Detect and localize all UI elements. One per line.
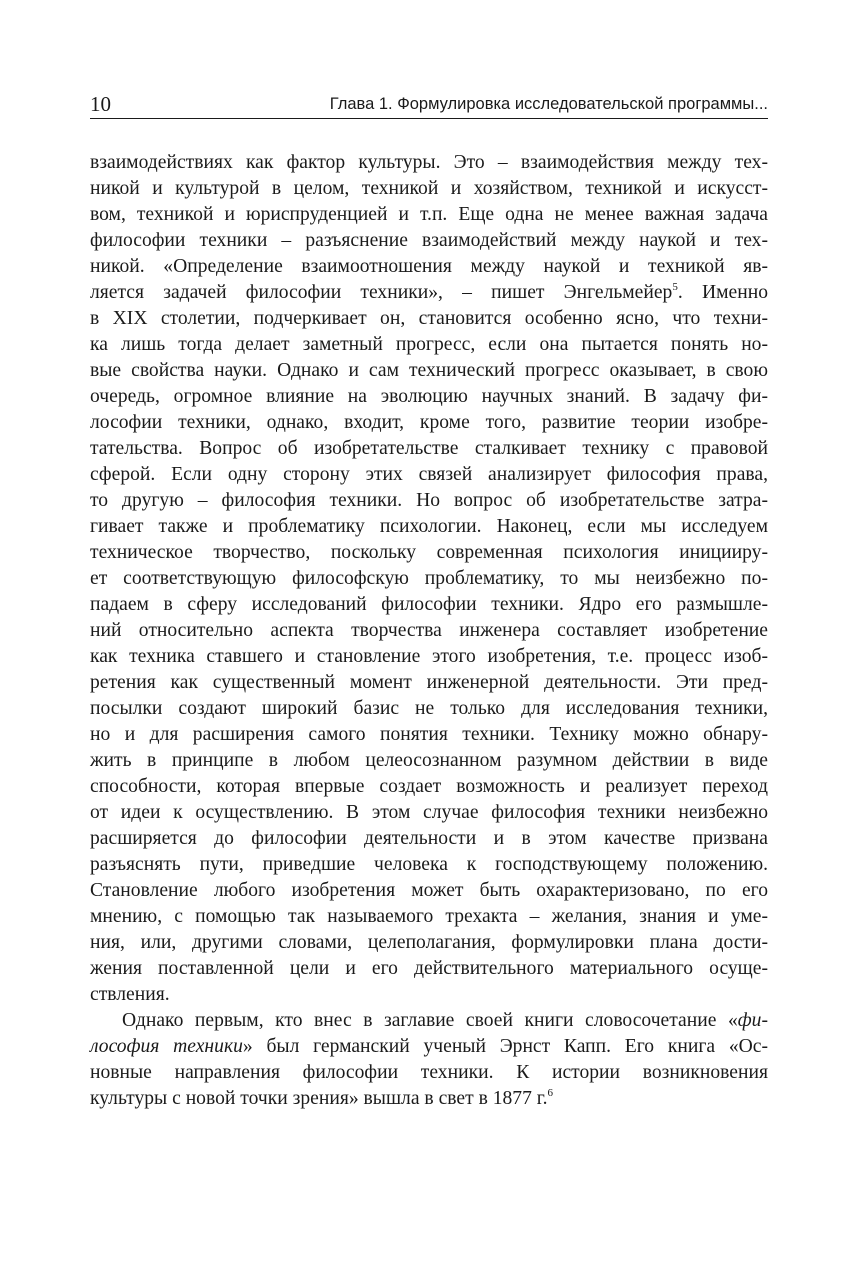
text-line-with-footnote (90, 1086, 768, 1112)
text-line: способности, которая впервые создает возможность и реализует переход (90, 776, 768, 797)
text-line: вом, техникой и юриспруденцией и т.п. Еще одна не менее важная задача (90, 204, 768, 225)
italic-term: лософия техники (90, 1036, 243, 1057)
text-fragment: культуры с новой точки зрения» вышла в свет в 1877 г. (90, 1088, 548, 1109)
text-line: философии техники – разъяснение взаимодействий между наукой и тех- (90, 230, 768, 251)
text-line (90, 1034, 768, 1060)
text-line: в XIX столетии, подчеркивает он, становится особенно ясно, что техни- (90, 308, 768, 329)
text-line: ний относительно аспекта творчества инженера составляет изобретение (90, 620, 768, 641)
text-fragment: . Именно (677, 282, 768, 303)
text-line: очередь, огромное влияние на эволюцию научных знаний. В задачу фи- (90, 386, 768, 407)
text-line: лософии техники, однако, входит, кроме того, развитие теории изобре- (90, 412, 768, 433)
footnote-ref-6: 6 (547, 1087, 554, 1099)
text-line: тательства. Вопрос об изобретательстве сталкивает технику с правовой (90, 438, 768, 459)
paragraph-2 (90, 1008, 768, 1112)
text-line: техническое творчество, поскольку современная психология иницииру- (90, 542, 768, 563)
text-line: сферой. Если одну сторону этих связей анализирует философия права, (90, 464, 768, 485)
text-line: мнению, с помощью так называемого трехакта – желания, знания и уме- (90, 906, 768, 927)
text-line: расширяется до философии деятельности и в этом качестве призвана (90, 828, 768, 849)
text-line: посылки создают широкий базис не только для исследования техники, (90, 698, 768, 719)
text-line: то другую – философия техники. Но вопрос об изобретательстве затра- (90, 490, 768, 511)
chapter-title: Глава 1. Формулировка исследовательской программы... (329, 95, 768, 113)
footnote-ref-5: 5 (672, 281, 678, 293)
text-line: разъяснять пути, приведшие человека к господствующему положению. (90, 854, 768, 875)
italic-term: фи- (737, 1010, 768, 1031)
text-line: ет соответствующую философскую проблематику, то мы неизбежно по- (90, 568, 768, 589)
text-line: но и для расширения самого понятия техники. Технику можно обнару- (90, 724, 768, 745)
text-line: падаем в сферу исследований философии техники. Ядро его размышле- (90, 594, 768, 615)
text-line (90, 1008, 768, 1034)
text-line: жить в принципе в любом целеосознанном разумном действии в виде (90, 750, 768, 771)
text-line: гивает также и проблематику психологии. Наконец, если мы исследуем (90, 516, 768, 537)
text-line: как техника ставшего и становление этого изобретения, т.е. процесс изоб- (90, 646, 768, 667)
book-page (90, 88, 768, 1112)
text-line: никой. «Определение взаимоотношения между наукой и техникой яв- (90, 256, 768, 277)
text-fragment: Однако первым, кто внес в заглавие своей книги словосочетание « (122, 1010, 738, 1031)
text-line: ствления. (90, 984, 170, 1005)
text-line: новные направления философии техники. К истории возникновения (90, 1062, 768, 1083)
text-line: ния, или, другими словами, целеполагания, формулировки плана дости- (90, 932, 768, 953)
text-line-with-footnote (90, 280, 768, 306)
text-fragment: ляется задачей философии техники», – пишет Энгельмейер (90, 282, 673, 303)
text-line: от идеи к осуществлению. В этом случае философия техники неизбежно (90, 802, 768, 823)
body-text (90, 150, 768, 1112)
text-line: ка лишь тогда делает заметный прогресс, если она пытается понять но- (90, 334, 768, 355)
text-line: взаимодействиях как фактор культуры. Это – взаимодействия между тех- (90, 152, 768, 173)
text-line: жения поставленной цели и его действительного материального осуще- (90, 958, 768, 979)
text-line: вые свойства науки. Однако и сам технический прогресс оказывает, в свою (90, 360, 768, 381)
text-line: Становление любого изобретения может быть охарактеризовано, по его (90, 880, 768, 901)
text-line: ретения как существенный момент инженерной деятельности. Эти пред- (90, 672, 768, 693)
paragraph-1 (90, 150, 768, 1008)
page-number: 10 (90, 92, 111, 116)
text-fragment: » был германский ученый Эрнст Капп. Его книга «Ос- (242, 1036, 768, 1057)
text-line: никой и культурой в целом, техникой и хозяйством, техникой и искусст- (90, 178, 768, 199)
running-header (90, 88, 768, 119)
